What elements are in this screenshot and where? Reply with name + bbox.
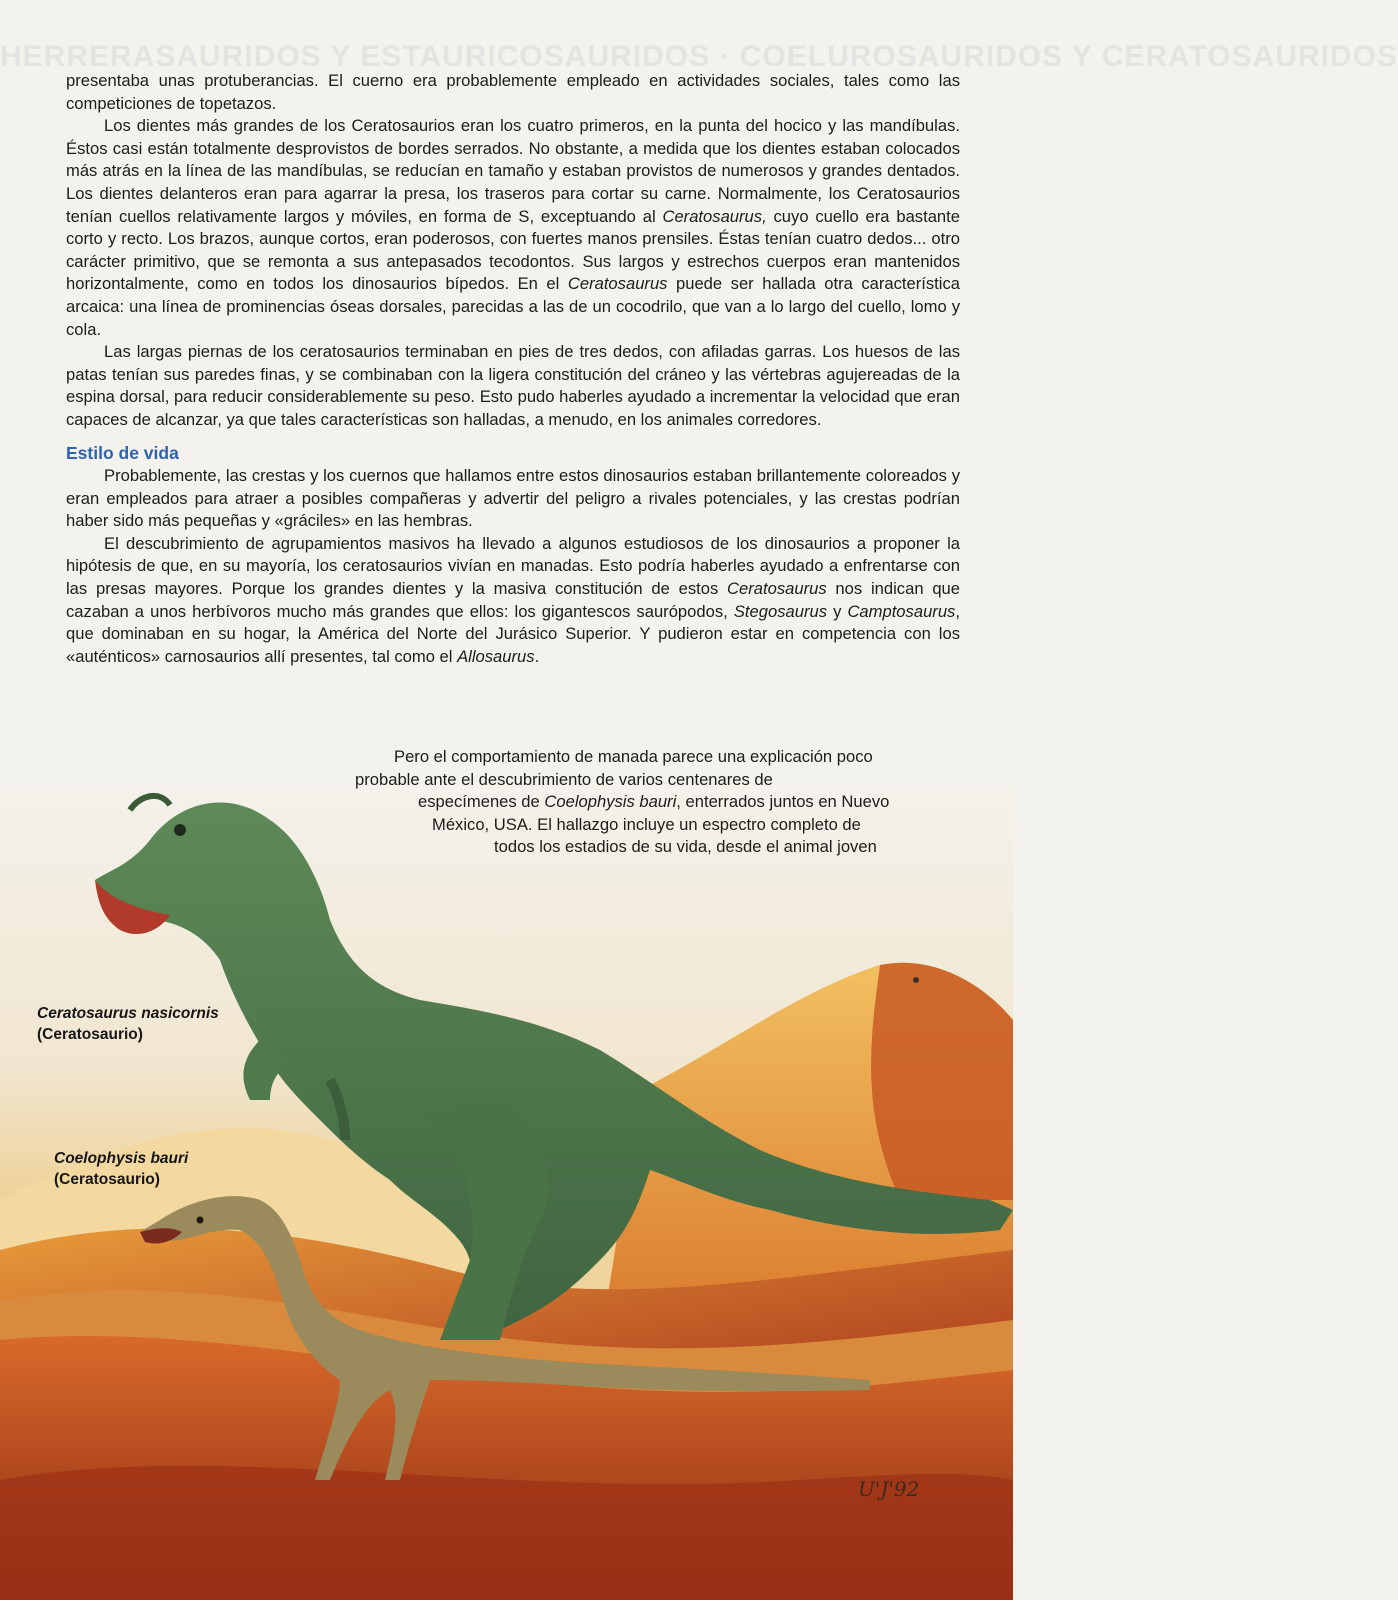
caption-family: (Ceratosaurio)	[54, 1171, 160, 1188]
main-text-column	[66, 70, 960, 668]
inset-line	[355, 769, 773, 792]
text-run: México, USA. El hallazgo incluye un espectro completo de	[432, 815, 861, 834]
caption-species: Coelophysis bauri	[54, 1150, 189, 1167]
caption-coelophysis	[54, 1148, 188, 1190]
text-run: Los dientes más grandes de los Ceratosaurios eran los cuatro primeros, en la punta del hocico y las mandíbulas. Éstos casi están totalmente desprovistos de bordes serrados. No obstante, a medida que los dientes estaban colocados más atrás en la línea de las mandíbulas, se reducían en tamaño y estaban provistos de numerosos y grandes dentados. Los dientes delanteros eran para agarrar la presa, los traseros para cortar su carne. Normalmente, los Ceratosaurios tenían cuellos relativamente largos y móviles, en forma de S, exceptuando al	[66, 116, 960, 226]
inset-line	[494, 836, 877, 859]
italic-term: Ceratosaurus,	[662, 206, 767, 226]
text-run: y	[827, 601, 848, 621]
text-run: especímenes de	[418, 792, 545, 811]
text-run: Las largas piernas de los ceratosaurios terminaban en pies de tres dedos, con afiladas garras. Los huesos de las patas tenían sus paredes finas, y se combinaban con la ligera constitución del cráneo y las vértebras agujereadas de la espina dorsal, para reducir considerablemente su peso. Esto pudo haberles ayudado a incrementar la velocidad que eran capaces de alcanzar, ya que tales características son halladas, a menudo, en los animales corredores.	[66, 342, 960, 429]
caption-family: (Ceratosaurio)	[37, 1026, 143, 1043]
text-run: puede ser hallada otra característica arcaica: una línea de prominencias óseas dorsales, parecidas a las de un cocodrilo, que van a lo largo del cuello, lomo y cola.	[66, 274, 961, 339]
text-run: , que dominaban en su hogar, la América del Norte del Jurásico Superior. Y pudieron estar en competencia con los «auténticos» carnosaurios allí presentes, tal como el	[66, 601, 960, 666]
paragraph	[66, 70, 960, 115]
text-run: El descubrimiento de agrupamientos masivos ha llevado a algunos estudiosos de los dinosaurios a proponer la hipótesis de que, en su mayoría, los ceratosaurios vivían en manadas. Esto podría haberles ayudado a enfrentarse con las presas mayores. Porque los grandes dientes y la masiva constitución de estos	[66, 533, 960, 599]
artist-signature: U'J'92	[858, 1477, 920, 1501]
inset-line	[394, 746, 873, 769]
text-run: presentaba unas protuberancias. El cuerno era probablemente empleado en actividades sociales, tales como las competiciones de topetazos.	[66, 71, 960, 113]
paragraph	[66, 465, 960, 533]
text-run: cuyo cuello era bastante corto y recto. Los brazos, aunque cortos, eran poderosos, con fuertes manos prensiles. Éstas tenían cuatro dedos... otro carácter primitivo, que se remonta a sus antepasados tecodontos. Sus largos y estrechos cuerpos eran mantenidos horizontalmente, como en todos los dinosaurios bípedos. En el	[66, 206, 961, 294]
inset-line	[418, 791, 889, 814]
text-run: Pero el comportamiento de manada parece una explicación poco	[394, 747, 873, 766]
text-run: .	[534, 646, 540, 666]
caption-species: Ceratosaurus nasicornis	[37, 1005, 219, 1022]
caption-ceratosaurus	[37, 1003, 219, 1045]
paragraph	[66, 533, 960, 669]
text-run: , enterrados juntos en Nuevo	[676, 792, 890, 811]
italic-term: Stegosaurus	[733, 601, 827, 621]
lifestyle-paragraphs	[66, 465, 960, 668]
text-run: probable ante el descubrimiento de varios centenares de	[355, 770, 773, 789]
intro-paragraphs	[66, 70, 960, 432]
italic-term: Camptosaurus	[847, 601, 956, 621]
inset-line	[432, 814, 861, 837]
italic-term: Ceratosaurus	[567, 274, 668, 294]
text-run: todos los estadios de su vida, desde el animal joven	[494, 837, 877, 856]
italic-term: Coelophysis bauri	[544, 792, 677, 811]
running-head-bleedthrough: HERRERASAURIDOS Y ESTAURICOSAURIDOS · COELUROSAURIDOS Y CERATOSAURIDOS	[0, 40, 1398, 73]
text-run: nos indican que cazaban a unos herbívoros mucho más grandes que ellos: los gigantescos saurópodos,	[66, 579, 961, 621]
italic-term: Allosaurus	[457, 646, 535, 666]
paragraph	[66, 341, 960, 431]
paragraph	[66, 115, 960, 341]
italic-term: Ceratosaurus	[727, 579, 827, 599]
section-heading: Estilo de vida	[66, 442, 179, 463]
text-run: Probablemente, las crestas y los cuernos que hallamos entre estos dinosaurios estaban brillantemente coloreados y eran empleados para atraer a posibles compañeras y advertir del peligro a rivales potenciales, y las crestas podrían haber sido más pequeñas y «gráciles» en las hembras.	[66, 466, 960, 531]
